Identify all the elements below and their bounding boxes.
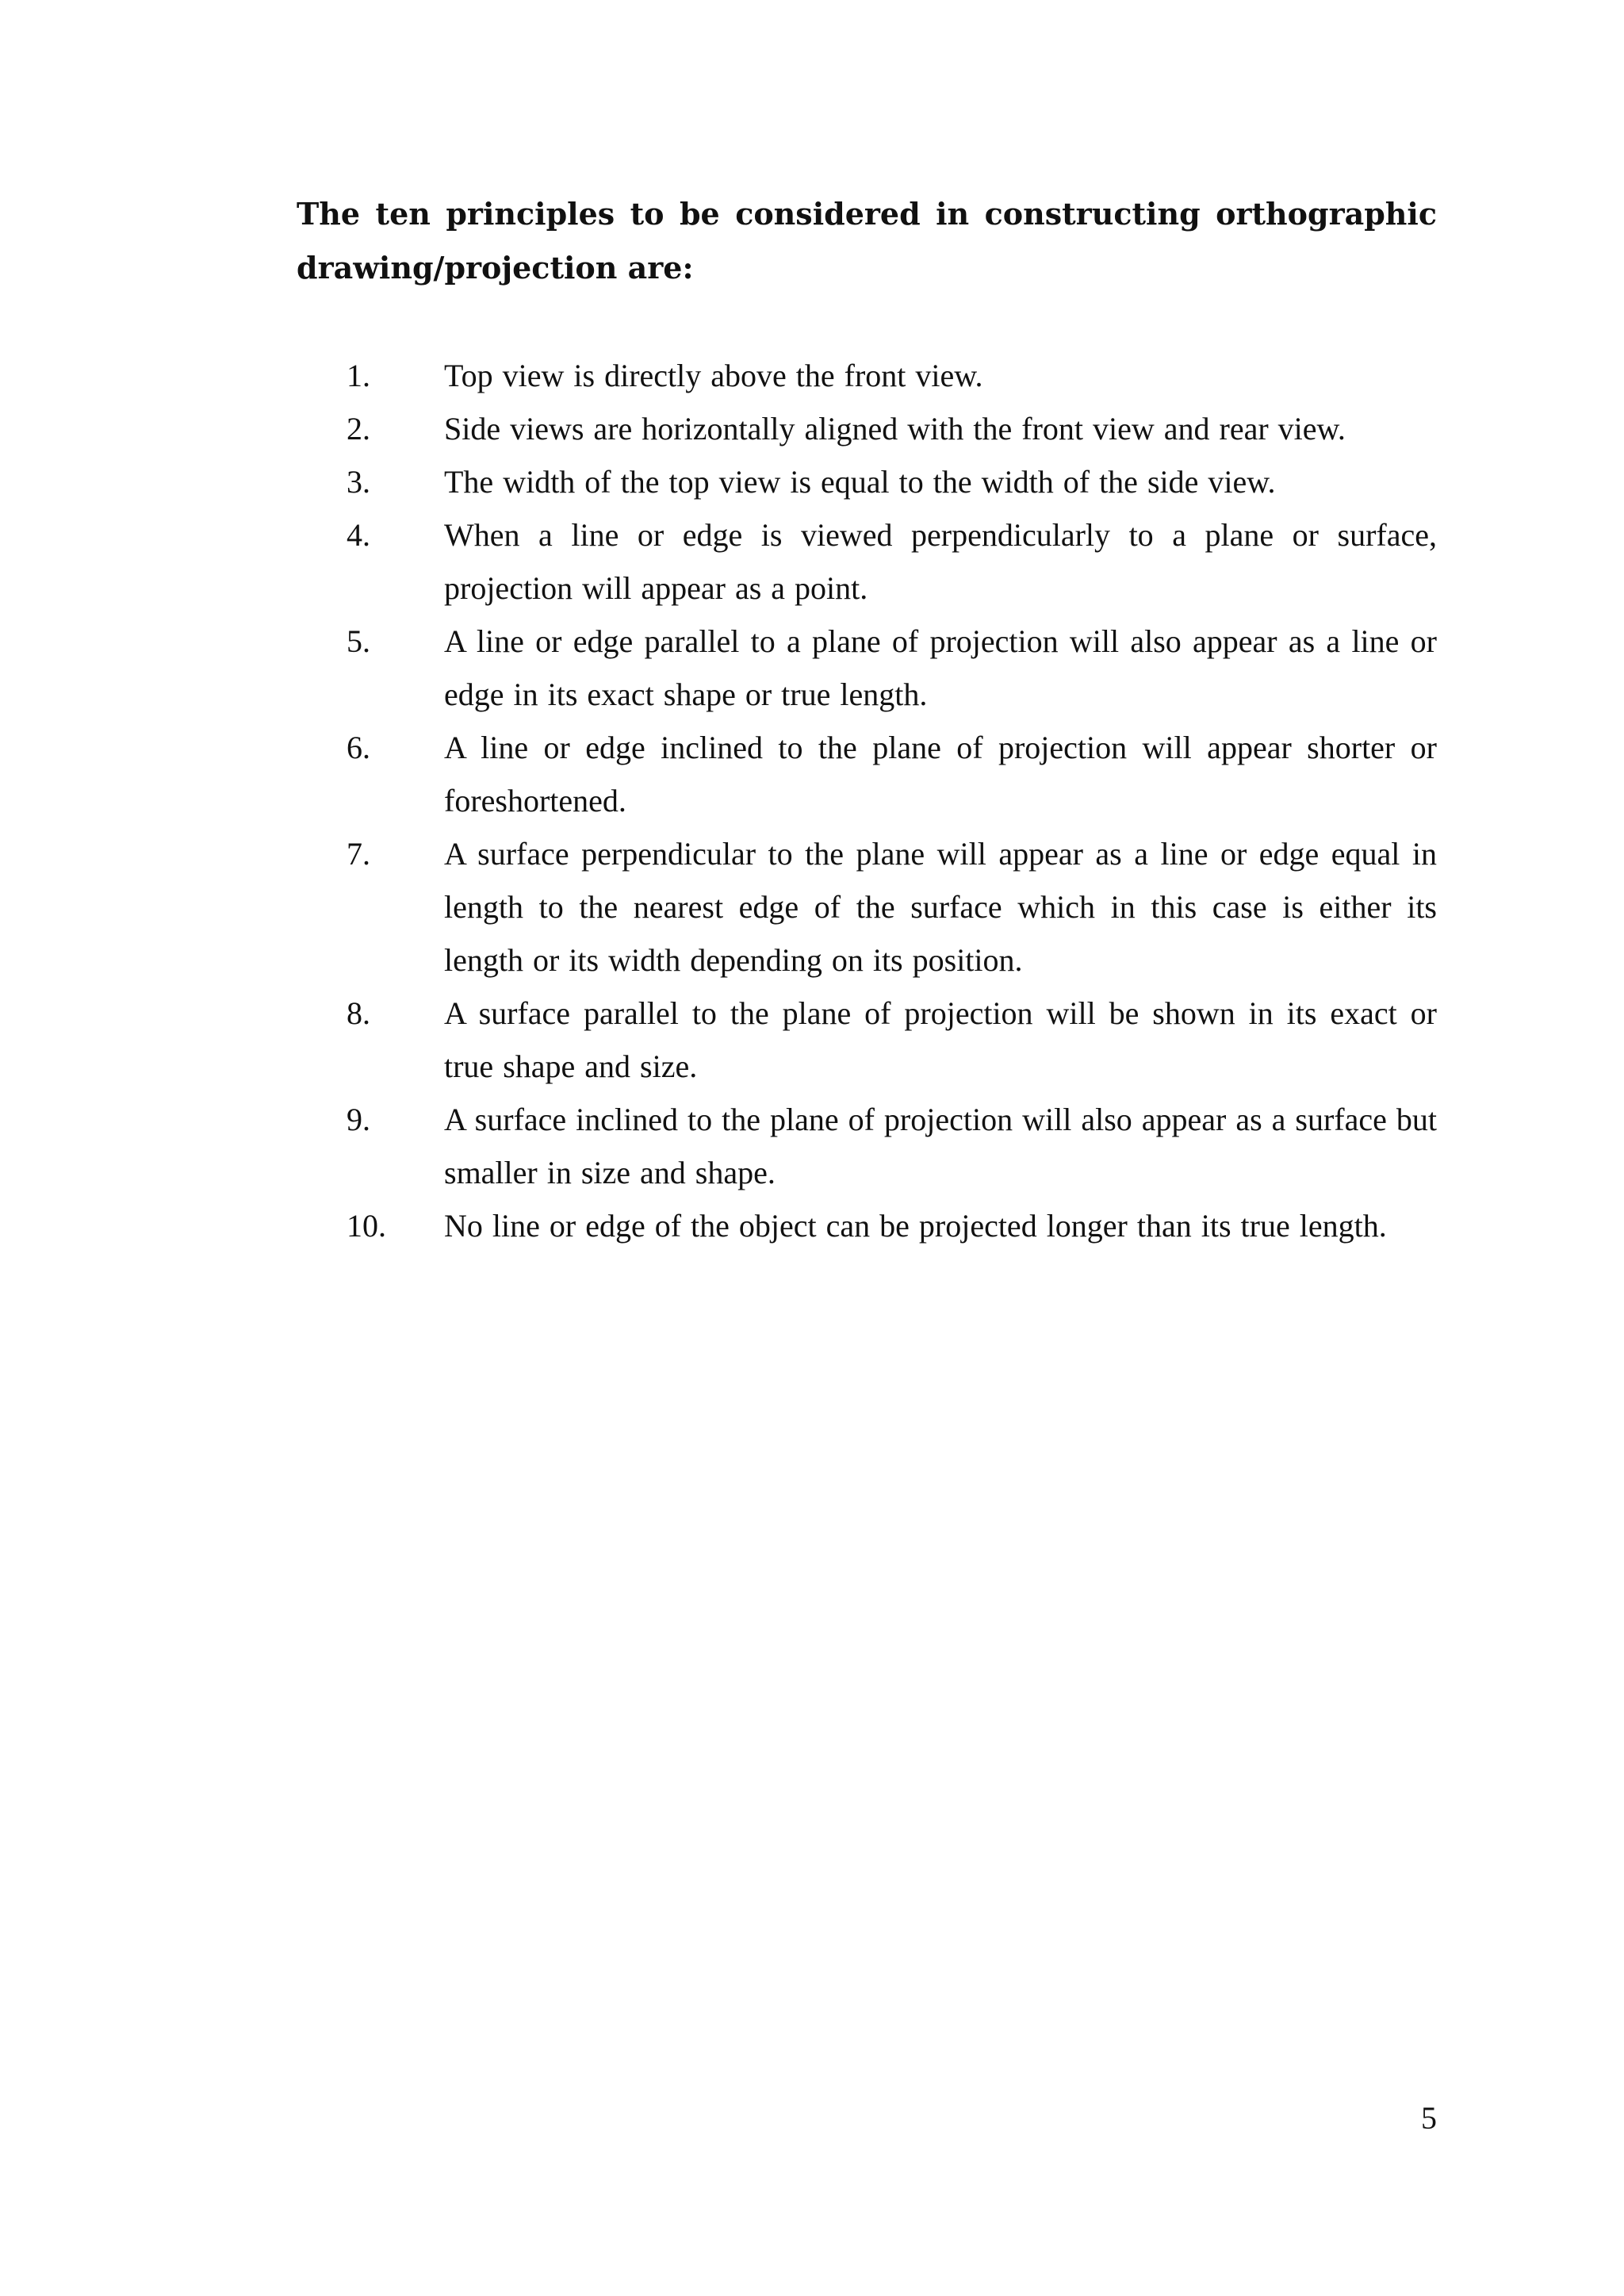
list-item xyxy=(0,827,1624,987)
list-item-text: A surface perpendicular to the plane will appear as a line or edge equal in length to the nearest edge of the surface which in this case is either its length or its width depending on its position. xyxy=(444,836,1437,978)
list-item-text: Top view is directly above the front view. xyxy=(444,358,983,393)
list-item-text: A line or edge parallel to a plane of projection will also appear as a line or edge in its exact shape or true length. xyxy=(444,623,1437,712)
list-item-number: 8. xyxy=(347,995,370,1031)
list-item-number: 3. xyxy=(347,464,370,500)
list-item-text: A surface inclined to the plane of projection will also appear as a surface but smaller in size and shape. xyxy=(444,1102,1437,1190)
list-item xyxy=(0,615,1624,721)
list-item-number: 1. xyxy=(347,358,370,393)
list-item-number: 7. xyxy=(347,836,370,872)
list-item-text: The width of the top view is equal to the width of the side view. xyxy=(444,464,1276,500)
list-item-text: No line or edge of the object can be projected longer than its true length. xyxy=(444,1208,1387,1244)
section-heading: The ten principles to be considered in constructing orthographic drawing/projection are: xyxy=(297,196,1437,286)
list-item xyxy=(0,1199,1624,1252)
list-item xyxy=(0,1093,1624,1199)
list-item-number: 4. xyxy=(347,517,370,553)
list-item xyxy=(0,508,1624,615)
list-item-number: 9. xyxy=(347,1102,370,1137)
list-item xyxy=(0,721,1624,827)
list-item xyxy=(0,402,1624,455)
list-item-text: A line or edge inclined to the plane of projection will appear shorter or foreshortened. xyxy=(444,730,1437,818)
list-item-number: 5. xyxy=(347,623,370,659)
list-item-text: A surface parallel to the plane of projection will be shown in its exact or true shape and size. xyxy=(444,995,1437,1084)
list-item-text: Side views are horizontally aligned with the front view and rear view. xyxy=(444,411,1346,447)
list-item xyxy=(0,455,1624,508)
list-item-text: When a line or edge is viewed perpendicularly to a plane or surface, projection will appear as a point. xyxy=(444,517,1437,606)
list-item-number: 2. xyxy=(347,411,370,447)
principles-list xyxy=(0,349,1624,1252)
list-item-number: 10. xyxy=(347,1208,386,1244)
list-item-number: 6. xyxy=(347,730,370,765)
list-item xyxy=(0,987,1624,1093)
page-number: 5 xyxy=(1421,2100,1437,2136)
list-item xyxy=(0,349,1624,402)
